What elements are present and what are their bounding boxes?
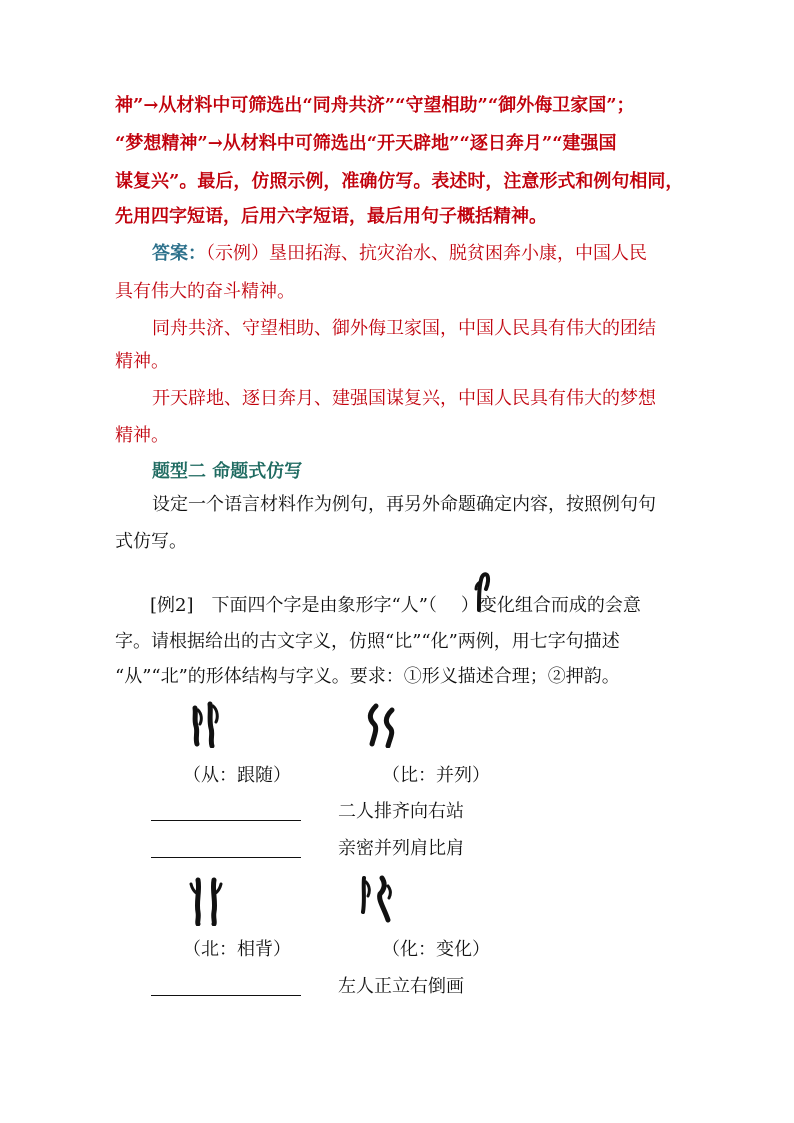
analysis-line-1: 神”→从材料中可筛选出“同舟共济”“守望相助”“御外侮卫家国”； <box>115 95 635 116</box>
example-line-2: 字。请根据给出的古文字义，仿照“比”“化”两例，用七字句描述 <box>115 631 620 652</box>
example-line1-a: 下面四个字是由象形字“人”（ <box>211 595 437 616</box>
analysis-line-3: 谋复兴”。最后，仿照示例，准确仿写。表述时，注意形式和例句相同， <box>115 171 684 192</box>
example-line-1 <box>150 594 641 618</box>
example-line1-b: ）变化组合而成的会意 <box>460 595 641 616</box>
ancient-hua-glyph-icon <box>358 872 398 924</box>
ancient-bei-glyph-icon <box>188 876 228 926</box>
ancient-bi-glyph-icon <box>362 702 402 748</box>
bei-answer-blank-1[interactable] <box>151 995 301 996</box>
bi-line-1: 二人排齐向右站 <box>338 801 464 822</box>
hua-caption: （化：变化） <box>382 939 490 960</box>
answer-p2-line2: 精神。 <box>115 351 169 372</box>
answer-p3-line2: 精神。 <box>115 425 169 446</box>
cong-caption: （从：跟随） <box>183 765 291 786</box>
bi-caption: （比：并列） <box>382 765 490 786</box>
section-desc-line1: 设定一个语言材料作为例句，再另外命题确定内容，按照例句句 <box>152 494 656 515</box>
section-desc-line2: 式仿写。 <box>115 531 187 552</box>
ancient-ren-glyph-icon <box>473 570 493 612</box>
answer-p3-line1: 开天辟地、逐日奔月、建强国谋复兴，中国人民具有伟大的梦想 <box>152 388 656 409</box>
hua-line-1: 左人正立右倒画 <box>338 976 464 997</box>
section-title: 题型二 命题式仿写 <box>152 461 303 482</box>
cong-answer-blank-2[interactable] <box>151 857 301 858</box>
answer-p1-line2: 具有伟大的奋斗精神。 <box>115 281 295 302</box>
answer-label: 答案： <box>152 243 206 264</box>
answer-paragraph-1 <box>152 242 647 266</box>
bi-line-2: 亲密并列肩比肩 <box>338 838 464 859</box>
cong-answer-blank-1[interactable] <box>151 820 301 821</box>
bei-caption: （北：相背） <box>183 939 291 960</box>
analysis-line-2: “梦想精神”→从材料中可筛选出“开天辟地”“逐日奔月”“建强国 <box>115 133 617 154</box>
ancient-cong-glyph-icon <box>190 700 230 748</box>
example-label: [例2] <box>150 595 194 616</box>
answer-p2-line1: 同舟共济、守望相助、御外侮卫家国，中国人民具有伟大的团结 <box>152 318 656 339</box>
example-line-3: “从”“北”的形体结构与字义。要求：①形义描述合理；②押韵。 <box>115 666 620 687</box>
analysis-line-4: 先用四字短语，后用六字短语，最后用句子概括精神。 <box>115 206 547 227</box>
answer-p1-line1: （示例）垦田拓海、抗灾治水、脱贫困奔小康，中国人民 <box>206 243 647 264</box>
